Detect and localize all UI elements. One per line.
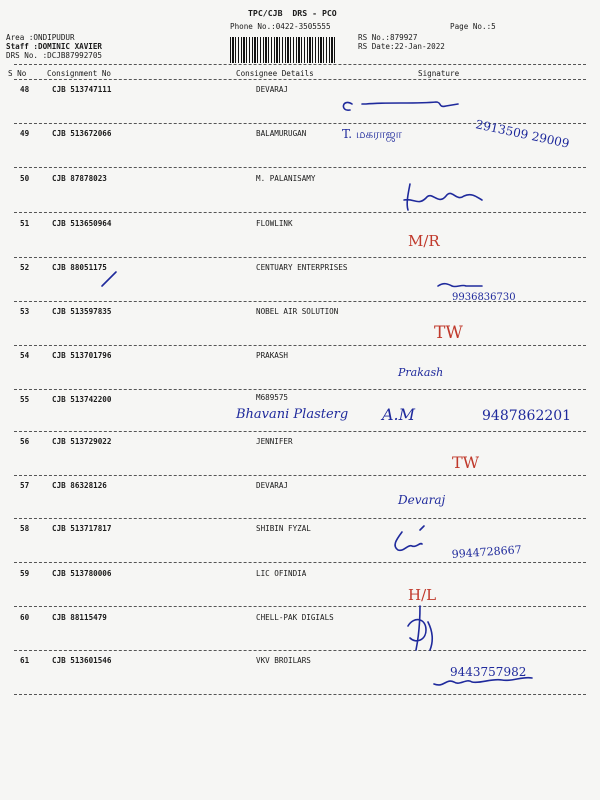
- signature-row-48: [343, 102, 458, 110]
- row-divider: [14, 301, 586, 302]
- col-consignment: Consignment No: [47, 69, 112, 78]
- signature-row-52: [438, 284, 482, 287]
- row-consignee: BALAMURUGAN: [256, 129, 307, 138]
- header-divider: [14, 64, 586, 65]
- row-consignment: CJB 86328126: [52, 481, 107, 490]
- row-divider: [14, 212, 586, 213]
- r59-mark: H/L: [408, 586, 437, 604]
- row-consignee: FLOWLINK: [256, 219, 293, 228]
- row-consignment: CJB 88115479: [52, 613, 107, 622]
- row-consignee: NOBEL AIR SOLUTION: [256, 307, 339, 316]
- signature-row-50: [404, 184, 482, 210]
- row-consignee: SHIBIN FYZAL: [256, 524, 311, 533]
- row-consignee: PRAKASH: [256, 351, 289, 360]
- row-sno: 58: [20, 524, 30, 533]
- barcode: [230, 37, 335, 63]
- row-divider: [14, 167, 586, 168]
- area-label: Area :ONDIPUDUR: [6, 33, 75, 42]
- r56-mark: TW: [452, 453, 480, 472]
- row-sno: 49: [20, 129, 30, 138]
- row-consignee: M. PALANISAMY: [256, 174, 316, 183]
- row-sno: 54: [20, 351, 30, 360]
- row-sno: 50: [20, 174, 30, 183]
- row-consignee: DEVARAJ: [256, 481, 289, 490]
- row-consignee: VKV BROILARS: [256, 656, 311, 665]
- row-sno: 51: [20, 219, 30, 228]
- row-consignment: CJB 513729022: [52, 437, 112, 446]
- row-divider: [14, 562, 586, 563]
- col-consignee: Consignee Details: [236, 69, 314, 78]
- row-consignment: CJB 513747111: [52, 85, 112, 94]
- row-sno: 61: [20, 656, 30, 665]
- signature-row-60: [408, 606, 432, 650]
- row-sno: 59: [20, 569, 30, 578]
- row-consignee: JENNIFER: [256, 437, 293, 446]
- r61-phone: 9443757982: [450, 665, 527, 679]
- row-consignee: DEVARAJ: [256, 85, 289, 94]
- r55-name: Bhavani Plasterg: [236, 407, 349, 422]
- row-divider: [14, 389, 586, 390]
- row-divider: [14, 650, 586, 651]
- row-consignee: M689575: [256, 393, 289, 402]
- sheet-title: TPC/CJB DRS - PCO: [248, 8, 337, 18]
- mark-row-52: [102, 272, 116, 286]
- col-signature: Signature: [418, 69, 460, 78]
- r55-sign: A.M: [382, 405, 416, 424]
- r51-mark: M/R: [408, 232, 440, 250]
- drs-number: DRS No. :DCJB87992705: [6, 51, 103, 60]
- signature-row-58: [395, 526, 424, 550]
- row-divider: [14, 475, 586, 476]
- phone-number: Phone No.:0422-3505555: [230, 22, 331, 31]
- r58-phone: 9944728667: [451, 543, 523, 561]
- r54-name: Prakash: [398, 366, 444, 379]
- row-consignment: CJB 513672066: [52, 129, 112, 138]
- columns-divider: [14, 79, 586, 80]
- page-number: Page No.:5: [450, 22, 496, 31]
- row-divider: [14, 123, 586, 124]
- row-sno: 48: [20, 85, 30, 94]
- rs-date: RS Date:22-Jan-2022: [358, 42, 445, 51]
- row-consignment: CJB 513701796: [52, 351, 112, 360]
- row-consignment: CJB 87878023: [52, 174, 107, 183]
- row-sno: 55: [20, 395, 30, 404]
- row-divider: [14, 345, 586, 346]
- row-divider: [14, 431, 586, 432]
- row-consignment: CJB 513780006: [52, 569, 112, 578]
- col-sno: S No: [8, 69, 27, 78]
- row-sno: 52: [20, 263, 30, 272]
- staff-label: Staff :DOMINIC XAVIER: [6, 42, 103, 51]
- row-consignment: CJB 513601546: [52, 656, 112, 665]
- row-consignment: CJB 513742200: [52, 395, 112, 404]
- signature-row-61: [434, 678, 532, 685]
- row-divider: [14, 694, 586, 695]
- r55-phone: 9487862201: [482, 408, 572, 424]
- r53-mark: TW: [434, 323, 463, 343]
- rs-number: RS No.:879927: [358, 33, 418, 42]
- row-divider: [14, 257, 586, 258]
- row-consignee: LIC OFINDIA: [256, 569, 307, 578]
- row-sno: 57: [20, 481, 30, 490]
- row-consignment: CJB 513650964: [52, 219, 112, 228]
- row-sno: 53: [20, 307, 30, 316]
- row-sno: 56: [20, 437, 30, 446]
- row-consignment: CJB 513717817: [52, 524, 112, 533]
- row-consignment: CJB 88051175: [52, 263, 107, 272]
- r57-name: Devaraj: [398, 493, 446, 507]
- row-divider: [14, 518, 586, 519]
- row-sno: 60: [20, 613, 30, 622]
- row-divider: [14, 606, 586, 607]
- row-consignee: CHELL-PAK DIGIALS: [256, 613, 334, 622]
- r49-phone: 2913509 29009: [474, 117, 571, 151]
- row-consignment: CJB 513597835: [52, 307, 112, 316]
- r49-name: T. மகராஜா: [342, 127, 402, 141]
- r52-phone: 9936836730: [452, 292, 516, 303]
- row-consignee: CENTUARY ENTERPRISES: [256, 263, 348, 272]
